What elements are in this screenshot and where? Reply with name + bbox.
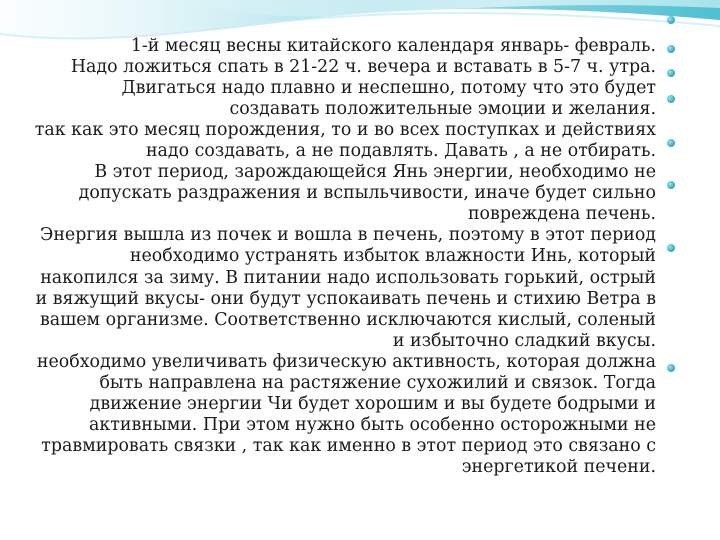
bullet-dot-icon <box>667 244 675 252</box>
list-item: Надо ложиться спать в 21-22 ч. вечера и вставать в 5-7 ч. утра. <box>70 57 656 78</box>
list-item: Двигаться надо плавно и неспешно, потому что это будет создавать положительные эмоции и желания. <box>121 78 656 120</box>
bullet-dot-icon <box>667 139 675 147</box>
list-item: Энергия вышла из почек и вошла в печень, поэтому в этот период необходимо устранять избыток влажности Инь, который накопился за зиму. В питании надо использовать горький, острый и вяжущий вкусы- они будут успокаивать печень и стихию Ветра в вашем организме. Соответственно исключаются кислый, соленый и избыточно сладкий вкусы. <box>35 225 656 351</box>
bullet-dot-icon <box>667 181 675 189</box>
bullet-list <box>30 36 656 478</box>
list-item: В этот период, зарождающейся Янь энергии, необходимо не допускать раздражения и вспыльчивости, иначе будет сильно повреждена печень. <box>78 162 656 225</box>
list-item: так как это месяц порождения, то и во всех поступках и действиях надо создавать, а не подавлять. Давать , а не отбирать. <box>34 120 656 162</box>
bullet-dot-icon <box>667 364 675 372</box>
list-item: 1-й месяц весны китайского календаря январь- февраль. <box>130 36 656 56</box>
list-item: необходимо увеличивать физическую активность, которая должна быть направлена на растяжение сухожилий и связок. Тогда движение энергии Чи будет хорошим и вы будете бодрыми и активными. При этом нужно быть особенно осторожными не травмировать связки , так как именно в этот период это связано с энергетикой печени. <box>36 351 656 477</box>
